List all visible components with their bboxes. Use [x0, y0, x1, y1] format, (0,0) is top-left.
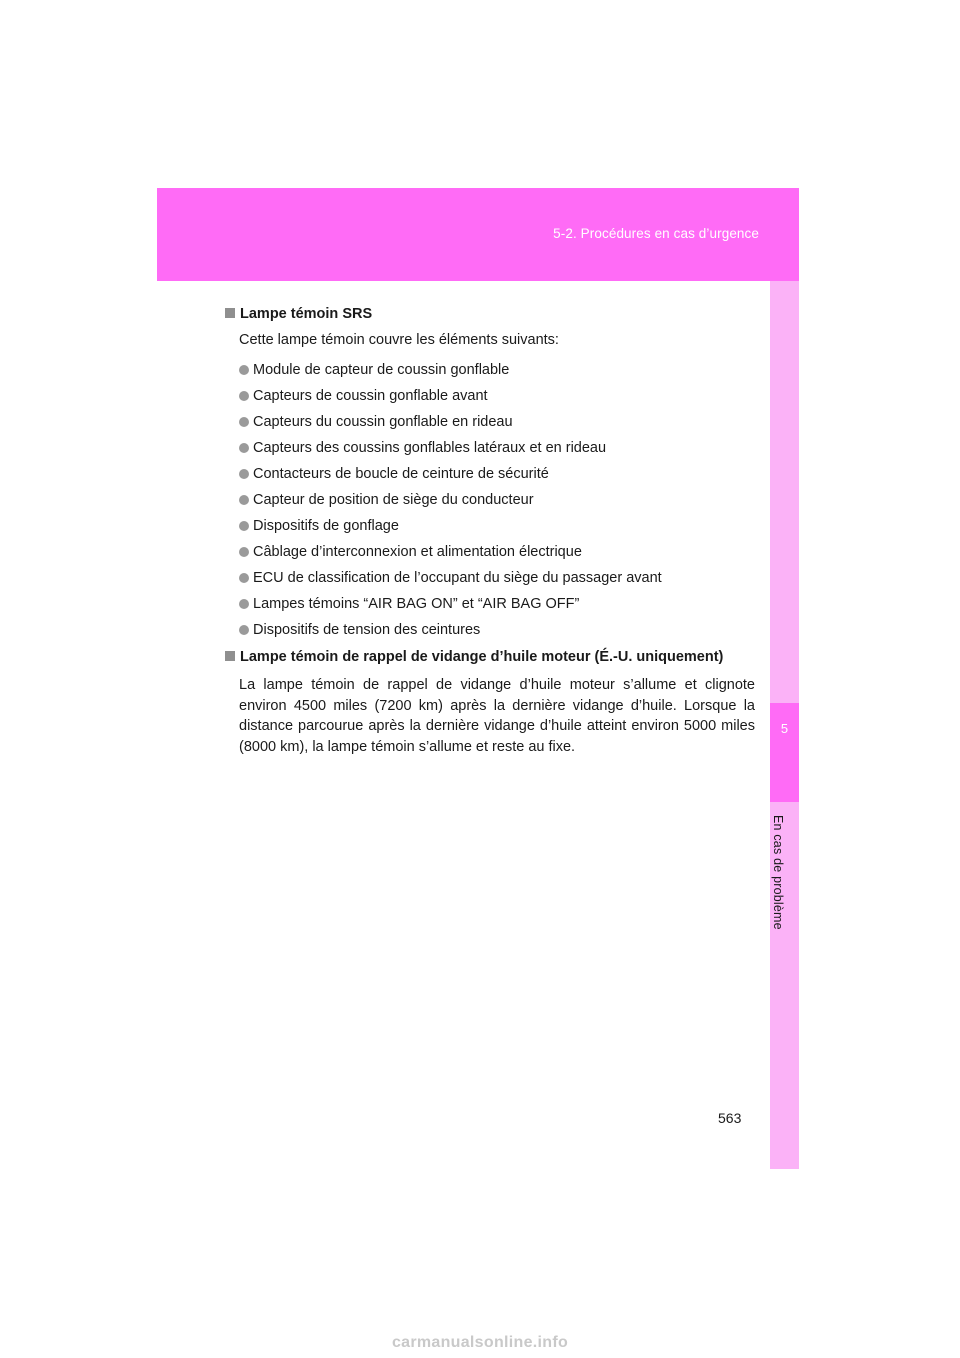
section-header-band [157, 188, 799, 281]
dot-bullet-icon [239, 365, 249, 375]
section-heading-srs [225, 306, 755, 322]
dot-bullet-icon [239, 469, 249, 479]
square-bullet-icon [225, 651, 235, 661]
list-item-text: Capteurs des coussins gonflables latéraux et en rideau [253, 440, 607, 456]
page-content [225, 306, 755, 757]
dot-bullet-icon [239, 625, 249, 635]
list-item [239, 383, 755, 409]
list-item-text: Capteurs du coussin gonflable en rideau [253, 414, 513, 430]
list-item-text: Module de capteur de coussin gonflable [253, 362, 510, 378]
list-item-text: Capteur de position de siège du conducteur [253, 492, 534, 508]
dot-bullet-icon [239, 573, 249, 583]
list-item [239, 487, 755, 513]
oil-reminder-paragraph: La lampe témoin de rappel de vidange d’huile moteur s’allume et clignote environ 4500 miles (7200 km) après la dernière vidange d’huile. Lorsque la distance parcourue après la dernière vidange d’huile atteint environ 5000 miles (8000 km), la lampe témoin s’allume et reste au fixe. [239, 677, 755, 755]
list-item-text: Dispositifs de gonflage [253, 518, 399, 534]
section-heading-text: Lampe témoin SRS [240, 306, 373, 322]
list-item [239, 461, 755, 487]
section-title: 5-2. Procédures en cas d’urgence [553, 226, 759, 241]
list-item-text: ECU de classification de l’occupant du siège du passager avant [253, 570, 662, 586]
chapter-title: En cas de problème [771, 815, 785, 930]
dot-bullet-icon [239, 495, 249, 505]
dot-bullet-icon [239, 599, 249, 609]
square-bullet-icon [225, 308, 235, 318]
list-item [239, 591, 755, 617]
list-item-text: Dispositifs de tension des ceintures [253, 622, 481, 638]
dot-bullet-icon [239, 547, 249, 557]
section-heading-oil-reminder [225, 649, 755, 665]
list-item [239, 357, 755, 383]
chapter-number: 5 [780, 721, 789, 736]
list-item [239, 617, 755, 643]
list-item [239, 539, 755, 565]
list-item-text: Câblage d’interconnexion et alimentation électrique [253, 544, 582, 560]
page-number: 563 [718, 1110, 742, 1126]
dot-bullet-icon [239, 417, 249, 427]
dot-bullet-icon [239, 391, 249, 401]
list-item-text: Capteurs de coussin gonflable avant [253, 388, 488, 404]
list-item [239, 565, 755, 591]
list-item [239, 435, 755, 461]
dot-bullet-icon [239, 443, 249, 453]
list-item-text: Lampes témoins “AIR BAG ON” et “AIR BAG OFF” [253, 596, 580, 612]
dot-bullet-icon [239, 521, 249, 531]
section-intro: Cette lampe témoin couvre les éléments suivants: [239, 332, 559, 348]
chapter-tab [770, 703, 799, 802]
srs-items-list [225, 357, 755, 643]
list-item [239, 409, 755, 435]
section-heading-text: Lampe témoin de rappel de vidange d’huile moteur (É.-U. uniquement) [240, 649, 724, 665]
watermark: carmanualsonline.info [391, 1334, 569, 1351]
list-item-text: Contacteurs de boucle de ceinture de sécurité [253, 466, 549, 482]
list-item [239, 513, 755, 539]
